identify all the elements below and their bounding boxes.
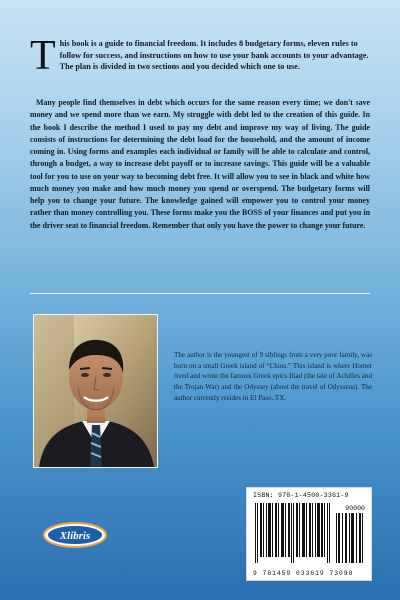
xlibris-logo <box>42 520 108 550</box>
isbn-digits: 9 781450 033619 73098 <box>253 570 354 577</box>
ean-barcode <box>255 503 331 563</box>
author-portrait-illustration <box>34 315 157 467</box>
publisher-name: Xlibris <box>59 530 91 542</box>
isbn-label: ISBN: 978-1-4500-3361-9 <box>253 492 349 499</box>
drop-cap: T <box>30 33 56 79</box>
isbn-barcode-block <box>246 487 372 581</box>
divider-line <box>30 293 370 294</box>
description-paragraph <box>30 97 370 232</box>
description-text: Many people find themselves in debt which occurs for the same reason every time; we don't save money and we spend more than we earn. My struggle with debt led to the creation of this guide. In the book I describe the method I used to pay my debt and improve my way of living. The guide consists of instructions for determining the debt load for the household, and the amount of income coming in. Using forms and examples each individual or family will be able to calculate and control, through a budget, a way to increase debt payoff or to increase savings. This guide will be a valuable tool for you to use on your way to becoming debt free. It will allow you to see in black and white how much money you make and how much money you spend or overspend. The budgetary forms will help you to change your future. The knowledge gained will empower you to control your money rather than money controlling you. These forms make you the BOSS of your finances and put you in the driver seat to financial freedom. Remember that only you have the power to change your future. <box>30 98 370 230</box>
author-photo <box>33 314 158 468</box>
price-barcode <box>336 513 364 563</box>
author-bio: The author is the youngest of 9 siblings from a very poor family, was born on a small Greek island of “Chios.” This island is where Homer lived and wrote the famous Greek epics Iliad (the tale of Achilles and the Trojan War) and the Odyssey (about the travel of Odysseus). The author currently resides in El Paso, TX. <box>174 351 372 402</box>
intro-text: his book is a guide to financial freedom. It includes 8 budgetary forms, eleven rules to follow for success, and instructions on how to use your bank accounts to your advantage. The plan is divided in two sections and you decided which one to use. <box>59 39 369 72</box>
intro-paragraph <box>30 33 374 79</box>
isbn-price-code: 90000 <box>345 505 365 512</box>
